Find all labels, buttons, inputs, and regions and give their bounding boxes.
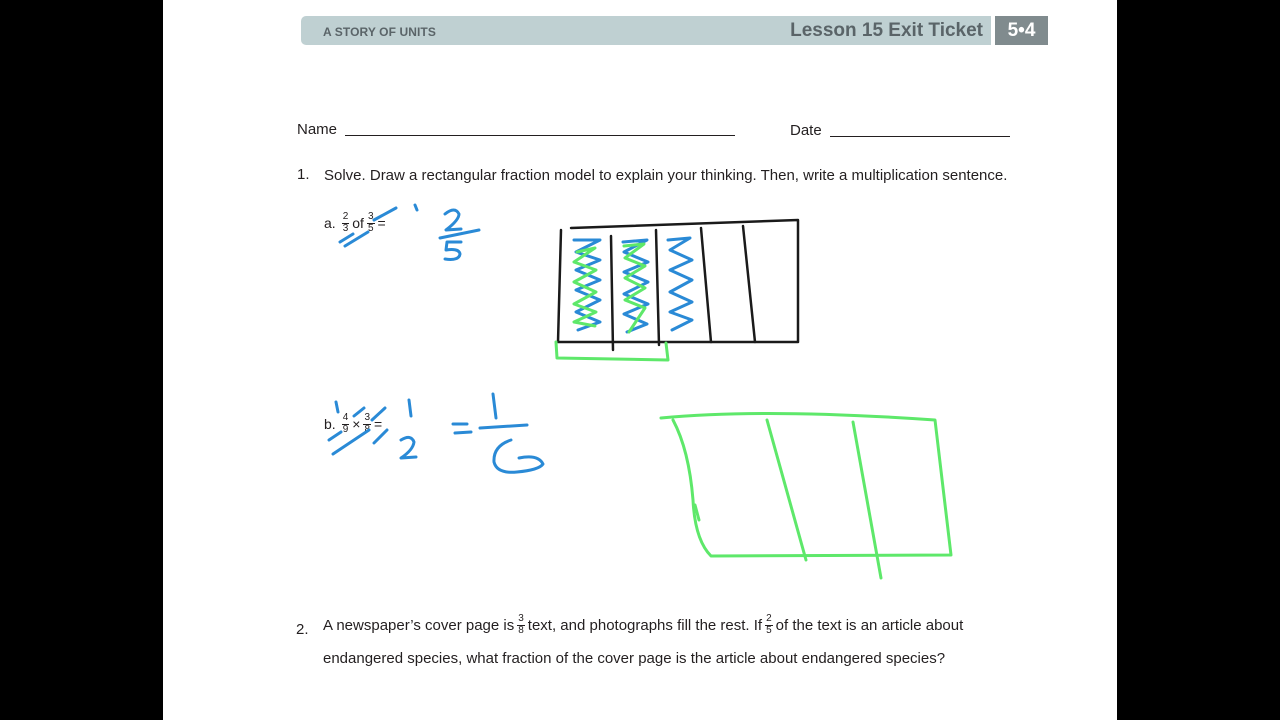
question-2-text: of the text is an article about	[775, 616, 964, 634]
handwriting-layer	[163, 0, 1117, 720]
question-1-prompt: Solve. Draw a rectangular fraction model to explain your thinking. Then, write a multiplication sentence.	[324, 167, 1008, 184]
problem-1a	[324, 212, 386, 234]
equals-sign: =	[377, 215, 386, 231]
denominator: 5	[367, 222, 374, 234]
cross-out-mark	[336, 402, 338, 412]
lesson-title: Lesson 15 Exit Ticket	[790, 20, 983, 41]
module-badge: 5•4	[995, 16, 1048, 45]
fraction-model-outline	[661, 413, 951, 556]
problem-1a-label: a.	[324, 215, 336, 231]
handwritten-digit	[493, 394, 496, 418]
fraction	[342, 212, 350, 234]
shading-zigzag	[574, 240, 600, 330]
fraction-model-divider	[853, 422, 881, 578]
green-ink	[556, 244, 951, 578]
series-label: A STORY OF UNITS	[323, 25, 436, 39]
fraction-model-divider	[767, 420, 806, 560]
shading-zigzag	[668, 238, 692, 330]
shading-zigzag	[574, 248, 596, 326]
fraction-model-divider	[743, 226, 755, 342]
numerator: 4	[342, 412, 349, 423]
fraction	[517, 614, 525, 636]
black-ink	[558, 220, 798, 350]
fraction-model-divider	[611, 236, 613, 350]
cross-out-mark	[415, 205, 417, 210]
fraction-model-divider	[656, 230, 659, 345]
shading-zigzag	[623, 240, 648, 332]
handwritten-digit	[401, 437, 416, 458]
shading-zigzag	[624, 244, 645, 332]
question-1-number: 1.	[297, 166, 310, 183]
date-label: Date	[790, 122, 822, 139]
denominator: 9	[342, 423, 349, 435]
pen-mark	[695, 505, 699, 520]
fraction	[363, 413, 371, 435]
fraction-model-outline	[558, 220, 798, 342]
question-2-line-1	[323, 614, 963, 636]
denominator: 8	[518, 624, 524, 636]
numerator: 2	[766, 613, 772, 624]
question-2-text: A newspaper’s cover page is	[323, 616, 515, 634]
handwritten-digit	[445, 242, 461, 259]
handwritten-fraction-bar	[440, 230, 479, 238]
worksheet-page	[163, 0, 1117, 720]
question-2-number: 2.	[296, 621, 309, 638]
cross-out-mark	[340, 234, 353, 242]
fraction	[367, 212, 375, 234]
numerator: 3	[518, 613, 524, 624]
equals-sign: =	[374, 416, 383, 432]
operator: of	[352, 215, 364, 231]
denominator: 8	[364, 423, 370, 435]
name-line	[345, 135, 735, 136]
numerator: 3	[364, 412, 370, 423]
fraction-model-divider	[701, 228, 711, 342]
numerator: 2	[342, 211, 349, 222]
handwritten-digit	[445, 210, 461, 230]
fraction	[342, 413, 350, 435]
blue-ink	[329, 205, 692, 472]
handwritten-digit	[409, 400, 411, 416]
question-2-line-2: endangered species, what fraction of the cover page is the article about endangered species?	[323, 650, 946, 667]
problem-1b	[324, 413, 382, 435]
denominator: 3	[342, 222, 349, 234]
handwritten-fraction-bar	[480, 425, 527, 428]
denominator: 5	[766, 624, 772, 636]
date-line	[830, 136, 1010, 137]
numerator: 3	[367, 211, 374, 222]
handwritten-equals	[455, 432, 471, 433]
question-2-text: text, and photographs fill the rest. If	[527, 616, 763, 634]
cross-out-mark	[345, 232, 368, 246]
fraction	[765, 614, 773, 636]
bracket-mark	[556, 342, 668, 360]
name-label: Name	[297, 121, 338, 138]
problem-1b-label: b.	[324, 416, 336, 432]
handwritten-digit	[494, 440, 543, 472]
operator: ×	[352, 416, 361, 432]
